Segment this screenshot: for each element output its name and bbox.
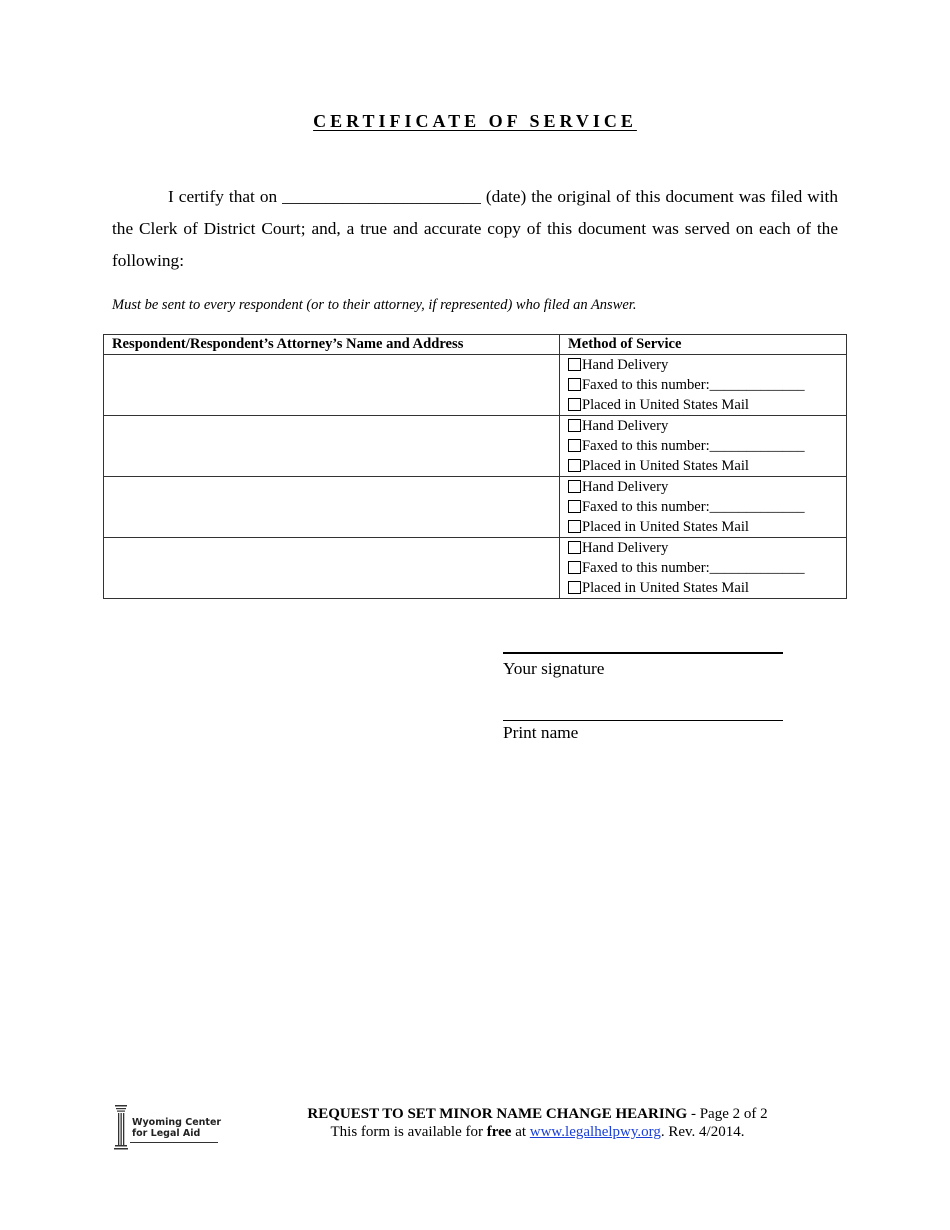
checkbox[interactable] bbox=[568, 419, 581, 432]
checkbox[interactable] bbox=[568, 561, 581, 574]
checkbox[interactable] bbox=[568, 520, 581, 533]
footer-line-1 bbox=[250, 1105, 825, 1123]
page-title: CERTIFICATE OF SERVICE bbox=[313, 111, 637, 131]
footer bbox=[250, 1105, 825, 1141]
footer-line-2: This form is available for free at www.legalhelpwy.org. Rev. 4/2014. bbox=[330, 1124, 745, 1140]
table-header-row bbox=[104, 335, 847, 355]
table-row bbox=[104, 355, 847, 416]
signature-label: Your signature bbox=[503, 659, 605, 678]
method-cell bbox=[560, 355, 847, 416]
form-title: REQUEST TO SET MINOR NAME CHANGE HEARING bbox=[307, 1106, 688, 1122]
service-note: Must be sent to every respondent (or to their attorney, if represented) who filed an Answer. bbox=[112, 297, 637, 313]
hand-delivery-option[interactable]: Hand Delivery bbox=[560, 355, 846, 375]
hand-delivery-option[interactable]: Hand Delivery bbox=[560, 477, 846, 497]
hand-delivery-option[interactable]: Hand Delivery bbox=[560, 538, 846, 558]
checkbox[interactable] bbox=[568, 358, 581, 371]
mail-option[interactable]: Placed in United States Mail bbox=[560, 456, 846, 476]
certify-text-end: (date) the original of this document was filed with the Clerk of District Court; and, a true and accurate copy of this document was served on each of the following: bbox=[112, 187, 838, 270]
fax-option[interactable]: Faxed to this number:_____________ bbox=[560, 375, 846, 395]
checkbox[interactable] bbox=[568, 459, 581, 472]
address-cell[interactable] bbox=[104, 355, 560, 416]
table-row bbox=[104, 477, 847, 538]
checkbox[interactable] bbox=[568, 439, 581, 452]
print-name-label: Print name bbox=[503, 723, 579, 742]
logo-line-2: for Legal Aid bbox=[132, 1128, 201, 1139]
print-name-line[interactable] bbox=[503, 720, 783, 721]
checkbox[interactable] bbox=[568, 378, 581, 391]
date-blank[interactable]: _______________________ bbox=[282, 187, 481, 206]
fax-option[interactable]: Faxed to this number:_____________ bbox=[560, 436, 846, 456]
service-table bbox=[103, 334, 847, 599]
hand-delivery-option[interactable]: Hand Delivery bbox=[560, 416, 846, 436]
header-method: Method of Service bbox=[560, 335, 847, 355]
table-row bbox=[104, 538, 847, 599]
certify-text-start: I certify that on bbox=[168, 187, 278, 206]
checkbox[interactable] bbox=[568, 398, 581, 411]
column-icon bbox=[113, 1105, 131, 1150]
checkbox[interactable] bbox=[568, 480, 581, 493]
address-cell[interactable] bbox=[104, 538, 560, 599]
mail-option[interactable]: Placed in United States Mail bbox=[560, 578, 846, 598]
checkbox[interactable] bbox=[568, 500, 581, 513]
wyoming-legal-aid-logo bbox=[113, 1105, 223, 1150]
free-text: free bbox=[486, 1124, 512, 1140]
certify-paragraph bbox=[112, 181, 838, 277]
page-info: - Page 2 of 2 bbox=[687, 1106, 768, 1122]
method-cell bbox=[560, 416, 847, 477]
checkbox[interactable] bbox=[568, 541, 581, 554]
revision: . Rev. 4/2014. bbox=[660, 1124, 745, 1140]
checkbox[interactable] bbox=[568, 581, 581, 594]
method-cell bbox=[560, 477, 847, 538]
table-row bbox=[104, 416, 847, 477]
method-cell bbox=[560, 538, 847, 599]
fax-option[interactable]: Faxed to this number:_____________ bbox=[560, 497, 846, 517]
address-cell[interactable] bbox=[104, 477, 560, 538]
address-cell[interactable] bbox=[104, 416, 560, 477]
fax-option[interactable]: Faxed to this number:_____________ bbox=[560, 558, 846, 578]
mail-option[interactable]: Placed in United States Mail bbox=[560, 517, 846, 537]
signature-line[interactable] bbox=[503, 652, 783, 654]
logo-line-1: Wyoming Center bbox=[132, 1117, 222, 1128]
mail-option[interactable]: Placed in United States Mail bbox=[560, 395, 846, 415]
header-name-address: Respondent/Respondent’s Attorney’s Name and Address bbox=[104, 335, 560, 355]
website-link[interactable]: www.legalhelpwy.org bbox=[529, 1124, 661, 1140]
